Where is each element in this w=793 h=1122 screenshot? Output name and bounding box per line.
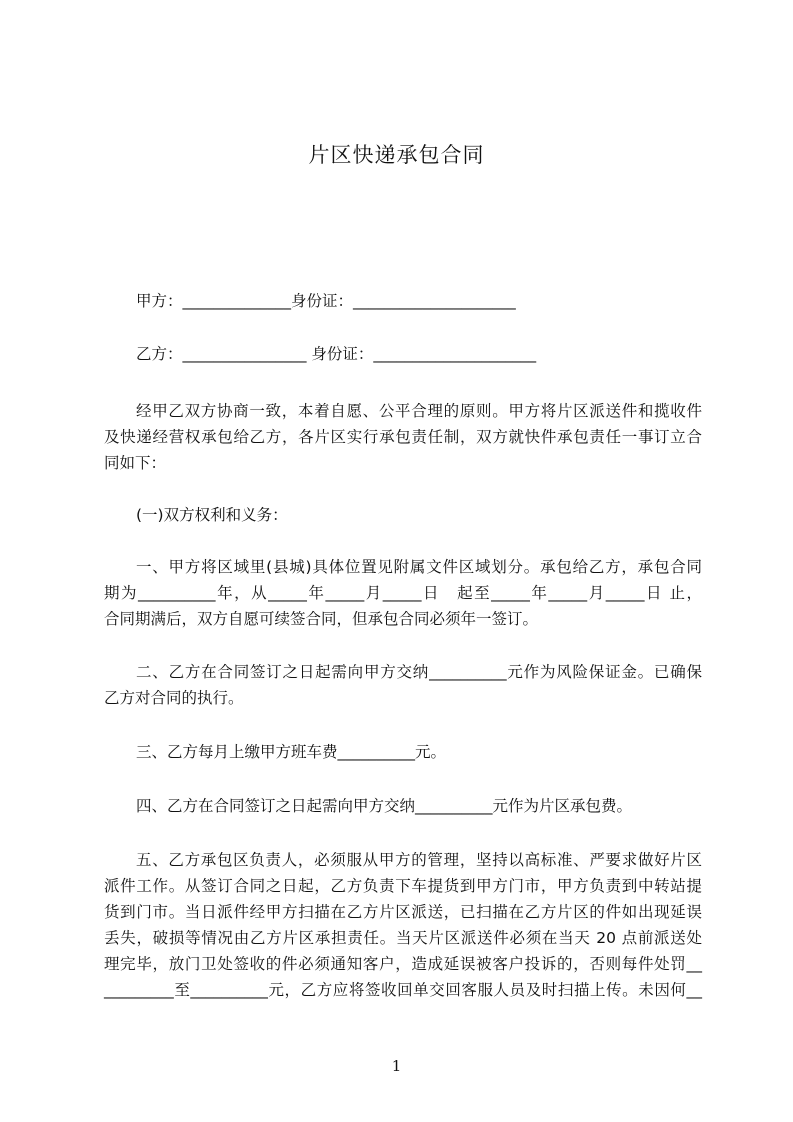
clause1-line-1: 一、甲方将区域里(县城)具体位置见附属文件区域划分。承包给乙方，承包合同 bbox=[136, 558, 702, 576]
clause5-line-4: 丢失，破损等情况由乙方片区承担责任。当天片区派送件必须在当天 20 点前派送处 bbox=[104, 929, 702, 947]
page-number: 1 bbox=[391, 1057, 402, 1075]
intro-line-2: 及快递经营权承包给乙方，各片区实行承包责任制，双方就快件承包责任一事订立合 bbox=[104, 428, 702, 446]
clause5-line-5: 理完毕，放门卫处签收的件必须通知客户，造成延误被客户投诉的，否则每件处罚__ bbox=[104, 955, 702, 973]
clause2-line-2: 乙方对合同的执行。 bbox=[104, 689, 244, 707]
clause5-line-2: 派件工作。从签订合同之日起，乙方负责下车提货到甲方门市，甲方负责到中转站提 bbox=[104, 877, 702, 895]
clause5-line-3: 货到门市。当日派件经甲方扫描在乙方片区派送，已扫描在乙方片区的件如出现延误 bbox=[104, 903, 702, 921]
party-a-line: 甲方：______________身份证：_____________________ bbox=[136, 292, 516, 310]
intro-line-3: 同如下： bbox=[104, 454, 167, 472]
clause4-line: 四、乙方在合同签订之日起需向甲方交纳__________元作为片区承包费。 bbox=[136, 797, 633, 815]
party-b-line: 乙方：________________ 身份证：_____________________ bbox=[136, 345, 537, 363]
clause2-line-1: 二、乙方在合同签订之日起需向甲方交纳__________元作为风险保证金。已确保 bbox=[136, 663, 702, 681]
clause1-line-2: 期为__________年，从_____年_____月_____日 起至_____年_____月_____日 止， bbox=[104, 584, 702, 602]
clause3-line: 三、乙方每月上缴甲方班车费__________元。 bbox=[136, 743, 447, 761]
intro-line-1: 经甲乙双方协商一致，本着自愿、公平合理的原则。甲方将片区派送件和揽收件 bbox=[136, 402, 702, 420]
section-heading: (一)双方权利和义务： bbox=[136, 506, 288, 524]
document-title: 片区快递承包合同 bbox=[308, 143, 485, 167]
clause1-line-3: 合同期满后，双方自愿可续签合同，但承包合同必须年一签订。 bbox=[104, 610, 539, 628]
clause5-line-6: _________至__________元，乙方应将签收回单交回客服人员及时扫描上传。未因何__ bbox=[104, 981, 702, 999]
clause5-line-1: 五、乙方承包区负责人，必须服从甲方的管理，坚持以高标准、严要求做好片区 bbox=[136, 851, 702, 869]
